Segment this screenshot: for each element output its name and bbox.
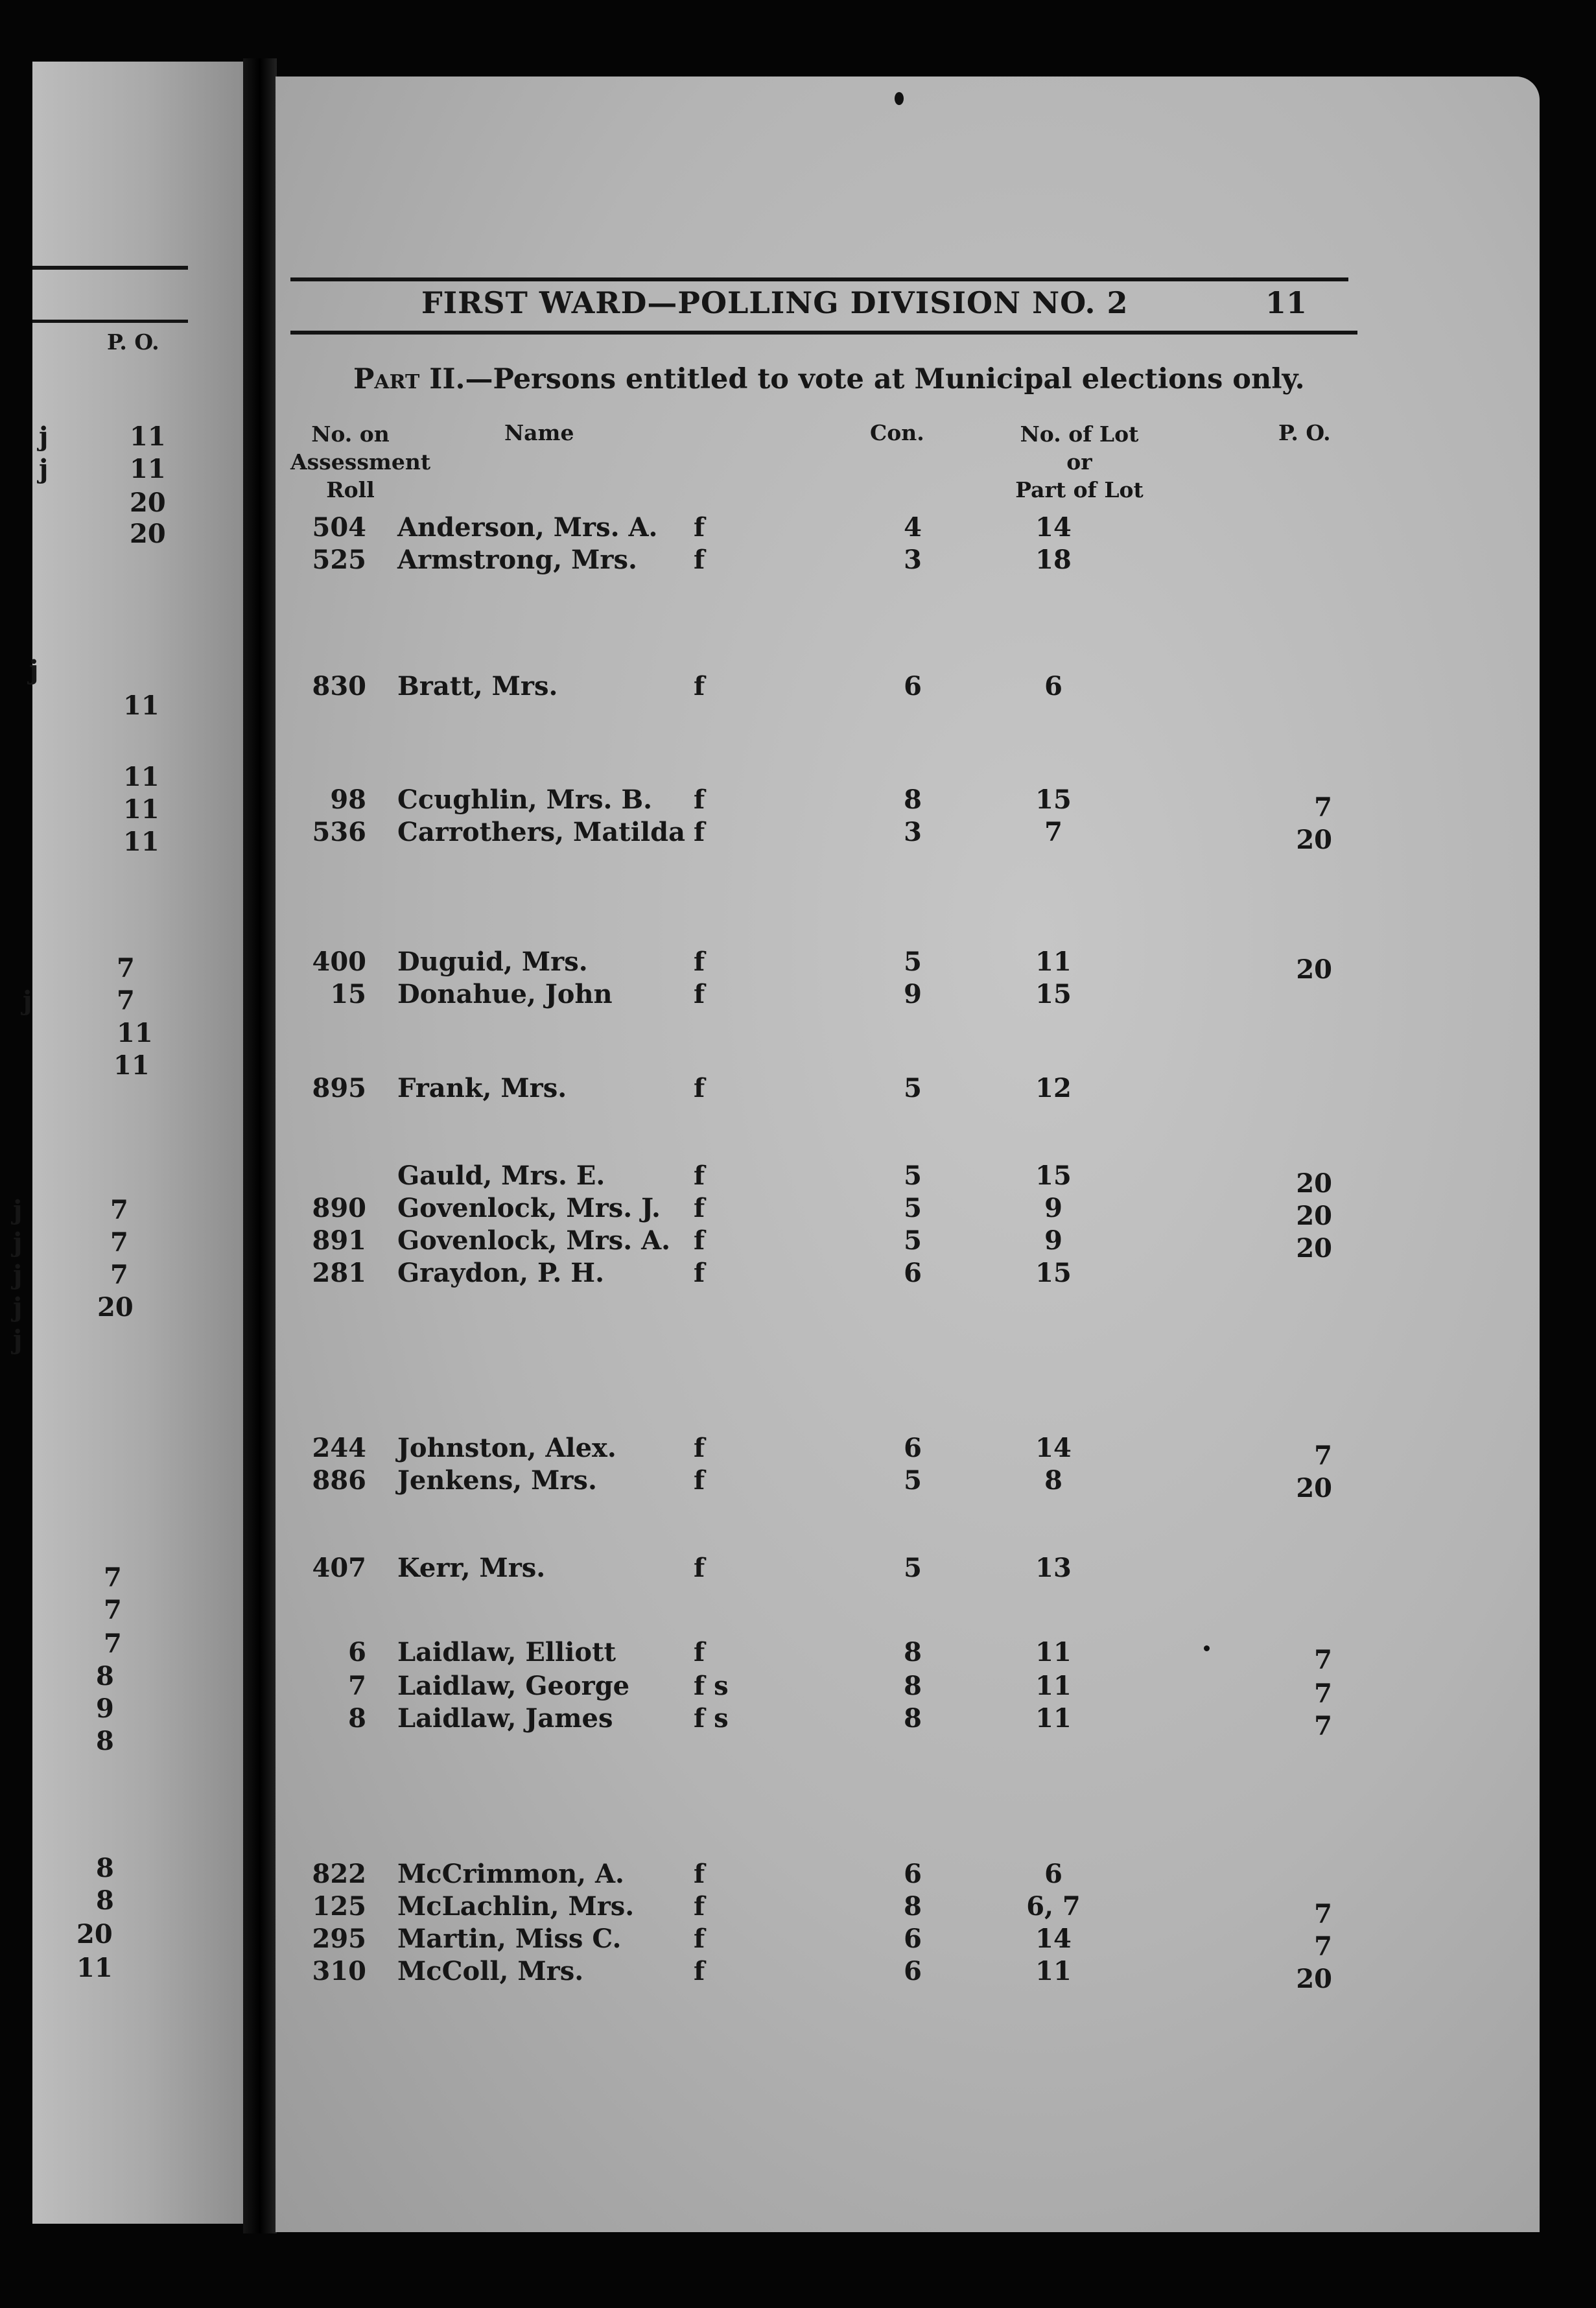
part-label: Part II.: [353, 363, 465, 395]
post-office: 7: [1314, 1931, 1332, 1962]
concession: 5: [904, 1553, 922, 1583]
lot-number: 11: [1035, 1671, 1072, 1701]
voter-name: Bratt, Mrs.: [397, 671, 558, 701]
roll-number: 281: [312, 1258, 366, 1288]
left-po-value: 20: [130, 488, 166, 518]
voter-name: Ccughlin, Mrs. B.: [397, 784, 653, 815]
left-po-value: 20: [97, 1292, 134, 1323]
left-po-value: 8: [96, 1885, 114, 1916]
qualification: f: [694, 1225, 705, 1256]
qualification: f: [694, 1956, 705, 1986]
col-header-lot-line1: No. of Lot: [1020, 421, 1139, 447]
left-po-value: 11: [123, 762, 159, 792]
col-header-name: Name: [504, 420, 574, 445]
concession: 6: [904, 1956, 922, 1986]
left-j-mark: j: [13, 1195, 23, 1225]
left-po-value: 11: [123, 827, 159, 857]
qualification: f: [694, 1553, 705, 1583]
voter-name: Laidlaw, James: [397, 1703, 613, 1734]
title-rule-bottom: [290, 331, 1357, 335]
qualification: f: [694, 1637, 705, 1667]
lot-number: 7: [1044, 817, 1062, 847]
roll-number: 98: [330, 784, 366, 815]
left-po-value: 20: [76, 1919, 113, 1949]
left-po-value: 7: [110, 1195, 128, 1225]
qualification: f: [694, 1160, 705, 1191]
concession: 6: [904, 1924, 922, 1954]
concession: 8: [904, 1891, 922, 1922]
left-po-value: 11: [113, 1050, 150, 1081]
concession: 3: [904, 545, 922, 575]
roll-number: 295: [312, 1924, 366, 1954]
col-header-po: P. O.: [1278, 420, 1331, 445]
post-office: 20: [1296, 1168, 1332, 1199]
col-header-roll: [290, 420, 431, 504]
left-po-value: 8: [96, 1726, 114, 1756]
qualification: f: [694, 1891, 705, 1922]
left-po-value: 11: [123, 690, 159, 721]
left-j-mark: j: [23, 985, 32, 1016]
left-po-value: 11: [123, 794, 159, 825]
roll-number: 244: [312, 1433, 366, 1463]
roll-number: 822: [312, 1859, 366, 1889]
roll-number: 891: [312, 1225, 366, 1256]
voter-name: Anderson, Mrs. A.: [397, 512, 658, 543]
voter-name: Martin, Miss C.: [397, 1924, 622, 1954]
left-rule-bottom: [32, 320, 188, 323]
voter-name: Gauld, Mrs. E.: [397, 1160, 605, 1191]
concession: 5: [904, 1193, 922, 1223]
page-title: FIRST WARD—POLLING DIVISION NO. 2: [421, 285, 1129, 320]
concession: 6: [904, 1258, 922, 1288]
post-office: 20: [1296, 1964, 1332, 1994]
roll-number: 7: [348, 1671, 366, 1701]
concession: 8: [904, 1637, 922, 1667]
voter-name: Govenlock, Mrs. A.: [397, 1225, 671, 1256]
lot-number: 18: [1035, 545, 1072, 575]
lot-number: 12: [1035, 1073, 1072, 1103]
qualification: f: [694, 1258, 705, 1288]
qualification: f: [694, 979, 705, 1009]
qualification: f: [694, 1465, 705, 1496]
part-description: —Persons entitled to vote at Municipal elections only.: [465, 363, 1305, 395]
roll-number: 407: [312, 1553, 366, 1583]
col-header-con: Con.: [870, 420, 924, 445]
post-office: 20: [1296, 954, 1332, 985]
voter-name: Laidlaw, Elliott: [397, 1637, 616, 1667]
qualification: f: [694, 784, 705, 815]
lot-number: 14: [1035, 1924, 1072, 1954]
lot-number: 11: [1035, 1956, 1072, 1986]
col-header-lot-line2: or: [1066, 449, 1092, 475]
roll-number: 536: [312, 817, 366, 847]
left-j-mark: j: [39, 454, 49, 484]
qualification: f: [694, 671, 705, 701]
concession: 5: [904, 947, 922, 977]
left-po-value: 7: [104, 1595, 122, 1625]
left-po-header: P. O.: [107, 329, 159, 355]
concession: 5: [904, 1465, 922, 1496]
concession: 6: [904, 1859, 922, 1889]
roll-number: 525: [312, 545, 366, 575]
post-office: 7: [1314, 1899, 1332, 1929]
left-po-value: 8: [96, 1853, 114, 1883]
col-header-roll-line3: Roll: [326, 477, 375, 502]
col-header-lot-line3: Part of Lot: [1015, 477, 1144, 502]
left-po-value: 11: [117, 1018, 153, 1048]
voter-name: Kerr, Mrs.: [397, 1553, 546, 1583]
left-po-value: 7: [104, 1629, 122, 1659]
roll-number: 830: [312, 671, 366, 701]
lot-number: 8: [1044, 1465, 1062, 1496]
left-po-value: 9: [96, 1693, 114, 1724]
qualification: f: [694, 1073, 705, 1103]
qualification: f s: [694, 1671, 729, 1701]
roll-number: 6: [348, 1637, 366, 1667]
col-header-roll-line1: No. on: [311, 421, 390, 447]
concession: 8: [904, 1671, 922, 1701]
post-office: 7: [1314, 1441, 1332, 1471]
qualification: f: [694, 817, 705, 847]
post-office: 20: [1296, 1201, 1332, 1231]
post-office: 7: [1314, 792, 1332, 823]
lot-number: 6, 7: [1026, 1891, 1081, 1922]
lot-number: 11: [1035, 1703, 1072, 1734]
lot-number: 15: [1035, 784, 1072, 815]
lot-number: 6: [1044, 671, 1062, 701]
roll-number: 15: [330, 979, 366, 1009]
voter-name: Jenkens, Mrs.: [397, 1465, 597, 1496]
lot-number: 9: [1044, 1193, 1062, 1223]
left-po-value: 8: [96, 1661, 114, 1691]
concession: 5: [904, 1073, 922, 1103]
voter-name: Donahue, John: [397, 979, 613, 1009]
left-rule-top: [32, 266, 188, 270]
left-po-value: 7: [110, 1227, 128, 1258]
concession: 6: [904, 671, 922, 701]
concession: 5: [904, 1160, 922, 1191]
post-office: 7: [1314, 1645, 1332, 1675]
voter-name: Govenlock, Mrs. J.: [397, 1193, 661, 1223]
left-j-mark: j: [13, 1292, 23, 1323]
lot-number: 14: [1035, 512, 1072, 543]
concession: 3: [904, 817, 922, 847]
roll-number: 886: [312, 1465, 366, 1496]
post-office: 7: [1314, 1711, 1332, 1741]
ink-speck: [895, 92, 904, 105]
lot-number: 15: [1035, 979, 1072, 1009]
voter-name: Graydon, P. H.: [397, 1258, 605, 1288]
lot-number: 11: [1035, 1637, 1072, 1667]
lot-number: 13: [1035, 1553, 1072, 1583]
qualification: f: [694, 1859, 705, 1889]
voter-name: Duguid, Mrs.: [397, 947, 588, 977]
post-office: 20: [1296, 1473, 1332, 1503]
qualification: f: [694, 1193, 705, 1223]
lot-number: 15: [1035, 1160, 1072, 1191]
left-po-value: 7: [110, 1260, 128, 1290]
left-j-mark: j: [13, 1325, 23, 1355]
roll-number: 125: [312, 1891, 366, 1922]
roll-number: 400: [312, 947, 366, 977]
roll-number: 895: [312, 1073, 366, 1103]
page-number: 11: [1265, 285, 1308, 320]
left-po-value: 11: [130, 454, 166, 484]
voter-name: Laidlaw, George: [397, 1671, 630, 1701]
qualification: f: [694, 1433, 705, 1463]
lot-number: 14: [1035, 1433, 1072, 1463]
lot-number: 9: [1044, 1225, 1062, 1256]
voter-name: McLachlin, Mrs.: [397, 1891, 635, 1922]
lot-number: 15: [1035, 1258, 1072, 1288]
concession: 8: [904, 784, 922, 815]
qualification: f: [694, 1924, 705, 1954]
col-header-lot: [995, 420, 1164, 504]
qualification: f s: [694, 1703, 729, 1734]
left-page: [32, 62, 243, 2224]
lot-number: 6: [1044, 1859, 1062, 1889]
concession: 5: [904, 1225, 922, 1256]
qualification: f: [694, 512, 705, 543]
post-office: 20: [1296, 825, 1332, 855]
qualification: f: [694, 947, 705, 977]
qualification: f: [694, 545, 705, 575]
concession: 4: [904, 512, 922, 543]
left-po-value: 7: [117, 953, 135, 983]
left-j-mark: j: [13, 1227, 23, 1258]
voter-name: Carrothers, Matilda: [397, 817, 685, 847]
voter-name: Frank, Mrs.: [397, 1073, 567, 1103]
lot-number: 11: [1035, 947, 1072, 977]
roll-number: 504: [312, 512, 366, 543]
left-j-mark: j: [13, 1260, 23, 1290]
left-j-mark: j: [29, 655, 39, 685]
title-rule-top: [290, 277, 1348, 281]
concession: 9: [904, 979, 922, 1009]
voter-name: Johnston, Alex.: [397, 1433, 616, 1463]
roll-number: 8: [348, 1703, 366, 1734]
left-j-mark: j: [39, 421, 49, 452]
left-po-value: 11: [130, 421, 166, 452]
roll-number: 890: [312, 1193, 366, 1223]
post-office: 20: [1296, 1233, 1332, 1264]
roll-number: 310: [312, 1956, 366, 1986]
left-po-value: 11: [76, 1953, 113, 1983]
voter-name: Armstrong, Mrs.: [397, 545, 637, 575]
voter-name: McColl, Mrs.: [397, 1956, 584, 1986]
concession: 6: [904, 1433, 922, 1463]
voter-name: McCrimmon, A.: [397, 1859, 624, 1889]
left-po-value: 7: [104, 1562, 122, 1593]
post-office: 7: [1314, 1678, 1332, 1709]
left-po-value: 20: [130, 519, 166, 549]
col-header-roll-line2: Assessment: [290, 449, 431, 475]
part-heading: [353, 363, 1305, 395]
ink-speck: [1204, 1645, 1210, 1651]
concession: 8: [904, 1703, 922, 1734]
left-po-value: 7: [117, 985, 135, 1016]
